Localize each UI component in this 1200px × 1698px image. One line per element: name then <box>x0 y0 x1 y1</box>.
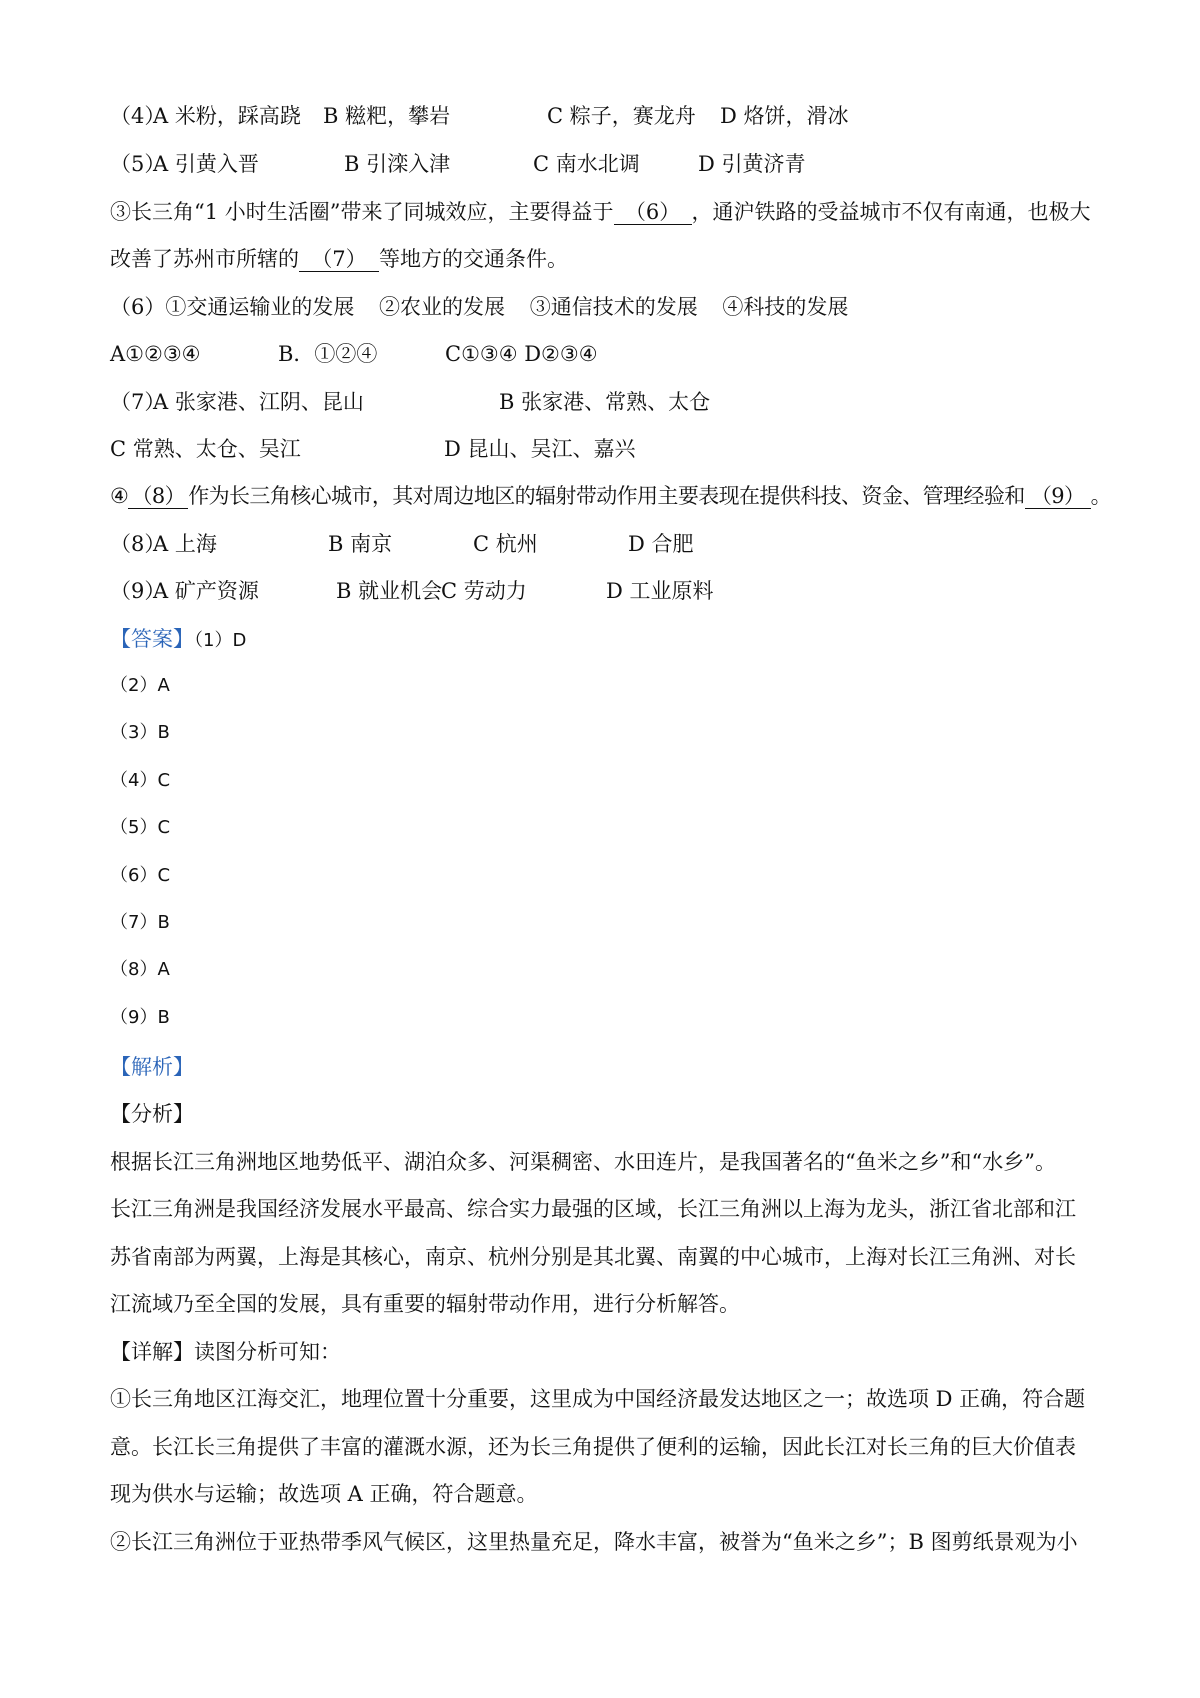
q6-label: （6） <box>110 295 166 319</box>
answer-first <box>110 625 246 655</box>
p4-line <box>110 482 1111 510</box>
answer-item: （4）C <box>110 769 171 791</box>
q8-option-a: A 上海 <box>153 532 217 556</box>
detail-line: 意。长江长三角提供了丰富的灌溉水源，还为长三角提供了便利的运输，因此长江对长三角的巨大价值表 <box>110 1435 1076 1459</box>
answer-1: （1）D <box>194 630 247 651</box>
detail-head <box>110 1338 341 1366</box>
answer-item: （7）B <box>110 912 170 933</box>
answer-item: （9）B <box>110 1006 170 1028</box>
p3-text2-pre: 改善了苏州市所辖的 <box>110 247 299 271</box>
q7-label: （7） <box>110 390 166 414</box>
q4-option-c: C 粽子，赛龙舟 <box>547 104 696 128</box>
analysis-line: 长江三角洲是我国经济发展水平最高、综合实力最强的区域，长江三角洲以上海为龙头，浙江省北部和江 <box>110 1197 1076 1221</box>
q6-stem: ①交通运输业的发展 ②农业的发展 ③通信技术的发展 ④科技的发展 <box>165 295 849 319</box>
q9-option-b: B 就业机会 <box>336 579 443 603</box>
answer-item: （5）C <box>110 817 171 839</box>
answer-item: （8）A <box>110 959 170 981</box>
blank-6: （6） <box>614 200 692 225</box>
q8-option-c: C 杭州 <box>473 532 538 556</box>
q6-option-a: A①②③④ <box>110 342 201 366</box>
q9-option-d: D 工业原料 <box>606 579 714 603</box>
answer-item: （3）B <box>110 722 170 744</box>
q9-option-c: C 劳动力 <box>441 579 527 603</box>
fenxi-tag: 【分析】 <box>110 1102 194 1126</box>
q5-option-d: D 引黄济青 <box>698 152 806 176</box>
answer-item: （2）A <box>110 675 170 696</box>
detail-intro: 读图分析可知： <box>194 1340 341 1364</box>
analysis-line: 苏省南部为两翼，上海是其核心，南京、杭州分别是其北翼、南翼的中心城市，上海对长江三角洲、对长 <box>110 1245 1076 1269</box>
q6-row <box>110 293 848 321</box>
q5-label: （5） <box>110 152 166 176</box>
q5-option-c: C 南水北调 <box>533 152 640 176</box>
q7-option-d: D 昆山、吴江、嘉兴 <box>444 437 636 461</box>
p3-line2 <box>110 245 568 273</box>
detail-line: 现为供水与运输；故选项 A 正确，符合题意。 <box>110 1482 538 1506</box>
analysis-line: 江流域乃至全国的发展，具有重要的辐射带动作用，进行分析解答。 <box>110 1292 740 1316</box>
p3-text-post: ，通沪铁路的受益城市不仅有南通，也极大 <box>691 200 1091 224</box>
q4-option-b: B 糍粑，攀岩 <box>323 104 451 128</box>
p4-pre: ④ <box>110 484 129 508</box>
answer-tag: 【答案】 <box>110 627 194 651</box>
q4-option-d: D 烙饼，滑冰 <box>720 104 849 128</box>
q7-option-a: A 张家港、江阴、昆山 <box>153 390 364 414</box>
analysis-line: 根据长江三角洲地区地势低平、湖泊众多、河渠稠密、水田连片，是我国著名的“鱼米之乡”和“水乡”。 <box>110 1150 1056 1174</box>
p3-line1 <box>110 198 1091 226</box>
q6-option-b: B．①②④ <box>278 342 378 366</box>
q5-option-b: B 引滦入津 <box>344 152 451 176</box>
q4-option-a: A 米粉，踩高跷 <box>153 104 301 128</box>
q5-option-a: A 引黄入晋 <box>153 152 259 176</box>
detail-line: ②长江三角洲位于亚热带季风气候区，这里热量充足，降水丰富，被誉为“鱼米之乡”；B 图剪纸景观为小 <box>110 1530 1078 1554</box>
p3-text2-post: 等地方的交通条件。 <box>379 247 568 271</box>
p4-mid: 作为长三角核心城市，其对周边地区的辐射带动作用主要表现在提供科技、资金、管理经验和 <box>188 484 1025 508</box>
q7-option-b: B 张家港、常熟、太仓 <box>499 390 711 414</box>
blank-8: （8） <box>128 484 188 509</box>
p3-text-pre: ③长三角“1 小时生活圈”带来了同城效应，主要得益于 <box>110 200 614 224</box>
q9-option-a: A 矿产资源 <box>153 579 259 603</box>
q8-option-b: B 南京 <box>328 532 393 556</box>
q9-label: （9） <box>110 579 166 603</box>
detail-tag: 【详解】 <box>110 1340 194 1364</box>
q4-label: （4） <box>110 104 166 128</box>
blank-9: （9） <box>1025 484 1091 509</box>
p4-post: 。 <box>1090 484 1112 508</box>
q7-option-c: C 常熟、太仓、吴江 <box>110 437 301 461</box>
q6-option-cd: C①③④ D②③④ <box>445 342 598 366</box>
jiexi-tag: 【解析】 <box>110 1055 194 1079</box>
answer-item: （6）C <box>110 864 171 886</box>
q8-label: （8） <box>110 532 166 556</box>
detail-line: ①长三角地区江海交汇，地理位置十分重要，这里成为中国经济最发达地区之一；故选项 D 正确，符合题 <box>110 1387 1086 1411</box>
blank-7: （7） <box>299 247 379 272</box>
q8-option-d: D 合肥 <box>628 532 694 556</box>
